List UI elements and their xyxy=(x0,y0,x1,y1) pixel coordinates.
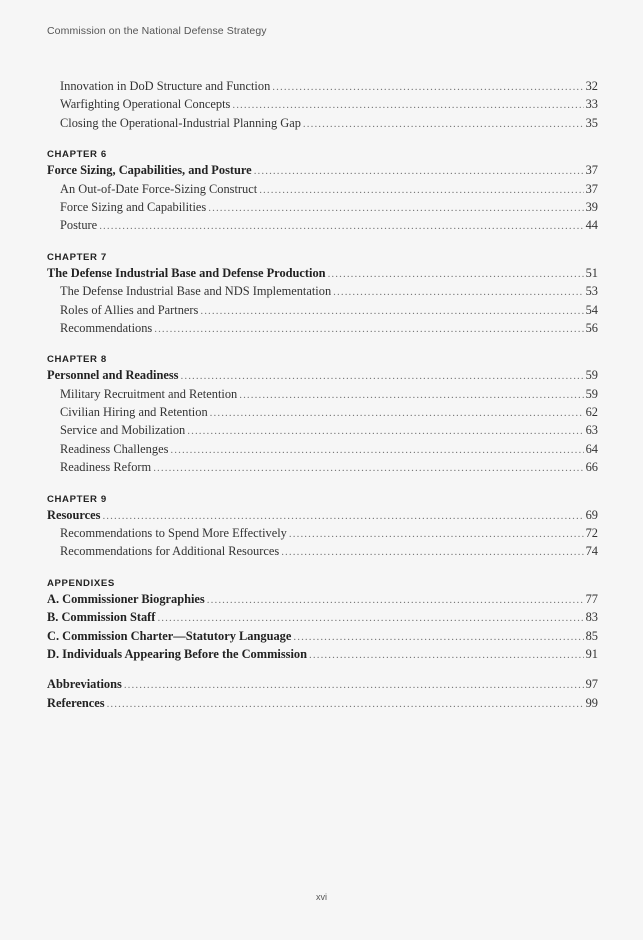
toc-entry-page: 83 xyxy=(585,610,598,625)
appendixes-label: APPENDIXES xyxy=(47,577,115,589)
toc-entry-page: 77 xyxy=(585,591,598,606)
toc-entry-page: 37 xyxy=(585,163,598,178)
chapter-9-label: CHAPTER 9 xyxy=(47,493,107,505)
toc-entry-page: 39 xyxy=(585,199,598,214)
spacer xyxy=(47,665,598,677)
toc-appendix-entry[interactable] xyxy=(47,610,598,628)
chapter-7-label: CHAPTER 7 xyxy=(47,251,107,263)
toc-entry-title: References xyxy=(47,695,105,710)
toc-entry-title: Recommendations for Additional Resources xyxy=(60,544,280,559)
leader-dots xyxy=(259,184,583,196)
table-of-contents xyxy=(47,79,598,714)
toc-entry[interactable] xyxy=(47,97,598,115)
toc-entry[interactable] xyxy=(47,544,598,562)
toc-chapter-entry[interactable] xyxy=(47,163,598,181)
toc-end-entry[interactable] xyxy=(47,677,598,695)
toc-entry[interactable] xyxy=(47,405,598,423)
leader-dots xyxy=(281,546,583,558)
toc-entry-title: B. Commission Staff xyxy=(47,610,156,625)
leader-dots xyxy=(187,425,583,437)
toc-entry-page: 62 xyxy=(585,405,598,420)
toc-entry[interactable] xyxy=(47,423,598,441)
leader-dots xyxy=(333,286,583,298)
chapter-6-label: CHAPTER 6 xyxy=(47,149,107,161)
toc-entry-page: 53 xyxy=(585,284,598,299)
leader-dots xyxy=(154,323,583,335)
leader-dots xyxy=(239,389,583,401)
leader-dots xyxy=(207,594,584,606)
toc-entry-page: 63 xyxy=(585,423,598,438)
toc-entry-title: D. Individuals Appearing Before the Commission xyxy=(47,646,308,661)
toc-entry[interactable] xyxy=(47,303,598,321)
leader-dots xyxy=(170,444,583,456)
toc-entry-title: Recommendations to Spend More Effectively xyxy=(60,526,287,541)
toc-appendix-entry[interactable] xyxy=(47,592,598,610)
leader-dots xyxy=(124,679,584,691)
leader-dots xyxy=(272,81,583,93)
running-header: Commission on the National Defense Strategy xyxy=(47,25,267,37)
chapter-8-label: CHAPTER 8 xyxy=(47,354,107,366)
toc-entry-title: Readiness Reform xyxy=(60,460,152,475)
toc-entry[interactable] xyxy=(47,526,598,544)
toc-entry-page: 72 xyxy=(585,526,598,541)
toc-entry[interactable] xyxy=(47,182,598,200)
toc-appendix-entry[interactable] xyxy=(47,647,598,665)
leader-dots xyxy=(309,649,584,661)
toc-entry-title: Roles of Allies and Partners xyxy=(60,302,199,317)
leader-dots xyxy=(153,462,583,474)
toc-entry-title: Closing the Operational-Industrial Planning Gap xyxy=(60,115,301,130)
toc-entry-title: Innovation in DoD Structure and Function xyxy=(60,79,271,93)
leader-dots xyxy=(208,202,583,214)
toc-entry-title: An Out-of-Date Force-Sizing Construct xyxy=(60,181,258,196)
toc-entry-title: Recommendations xyxy=(60,320,153,335)
toc-entry-page: 59 xyxy=(585,386,598,401)
toc-entry-title: Force Sizing, Capabilities, and Posture xyxy=(47,163,252,178)
leader-dots xyxy=(210,407,584,419)
toc-entry-page: 69 xyxy=(585,507,598,522)
toc-chapter-entry[interactable] xyxy=(47,266,598,284)
toc-entry-title: The Defense Industrial Base and NDS Implementation xyxy=(60,284,332,299)
toc-entry[interactable] xyxy=(47,79,598,97)
toc-chapter-entry[interactable] xyxy=(47,508,598,526)
toc-entry[interactable] xyxy=(47,284,598,302)
toc-entry[interactable] xyxy=(47,460,598,478)
leader-dots xyxy=(99,220,583,232)
page-number: xvi xyxy=(316,892,327,902)
toc-entry-page: 91 xyxy=(585,646,598,661)
toc-entry-page: 66 xyxy=(585,460,598,475)
toc-entry-title: C. Commission Charter—Statutory Language xyxy=(47,628,292,643)
leader-dots xyxy=(102,510,583,522)
toc-entry-title: Readiness Challenges xyxy=(60,441,169,456)
toc-end-entry[interactable] xyxy=(47,696,598,714)
toc-entry-page: 85 xyxy=(585,628,598,643)
toc-entry-title: The Defense Industrial Base and Defense Production xyxy=(47,265,326,280)
toc-entry-page: 35 xyxy=(585,115,598,130)
leader-dots xyxy=(289,528,584,540)
leader-dots xyxy=(107,698,584,710)
toc-entry[interactable] xyxy=(47,200,598,218)
leader-dots xyxy=(157,612,583,624)
toc-appendix-entry[interactable] xyxy=(47,629,598,647)
leader-dots xyxy=(303,118,584,130)
toc-entry-page: 56 xyxy=(585,320,598,335)
toc-entry-title: A. Commissioner Biographies xyxy=(47,591,205,606)
leader-dots xyxy=(328,268,584,280)
toc-entry-page: 99 xyxy=(585,695,598,710)
toc-entry-title: Civilian Hiring and Retention xyxy=(60,405,208,420)
leader-dots xyxy=(293,631,583,643)
toc-entry-title: Abbreviations xyxy=(47,677,122,692)
toc-entry-page: 51 xyxy=(585,265,598,280)
leader-dots xyxy=(254,165,584,177)
toc-entry-title: Warfighting Operational Concepts xyxy=(60,97,231,112)
toc-entry[interactable] xyxy=(47,218,598,236)
toc-entry-page: 37 xyxy=(585,181,598,196)
toc-chapter-entry[interactable] xyxy=(47,368,598,386)
toc-entry-title: Service and Mobilization xyxy=(60,423,186,438)
toc-entry-page: 97 xyxy=(585,677,598,692)
toc-entry[interactable] xyxy=(47,116,598,134)
toc-entry-title: Personnel and Readiness xyxy=(47,368,179,383)
toc-entry-title: Force Sizing and Capabilities xyxy=(60,199,207,214)
toc-entry-page: 59 xyxy=(585,368,598,383)
toc-entry-title: Resources xyxy=(47,507,101,522)
toc-entry-page: 64 xyxy=(585,441,598,456)
toc-entry-page: 44 xyxy=(585,218,598,233)
leader-dots xyxy=(200,305,583,317)
toc-entry-page: 54 xyxy=(585,302,598,317)
leader-dots xyxy=(181,370,584,382)
toc-entry[interactable] xyxy=(47,442,598,460)
toc-entry-page: 33 xyxy=(585,97,598,112)
toc-entry-title: Posture xyxy=(60,218,98,233)
toc-entry-page: 32 xyxy=(585,79,598,93)
toc-entry[interactable] xyxy=(47,321,598,339)
toc-entry-title: Military Recruitment and Retention xyxy=(60,386,238,401)
toc-entry[interactable] xyxy=(47,387,598,405)
toc-entry-page: 74 xyxy=(585,544,598,559)
leader-dots xyxy=(232,99,583,111)
